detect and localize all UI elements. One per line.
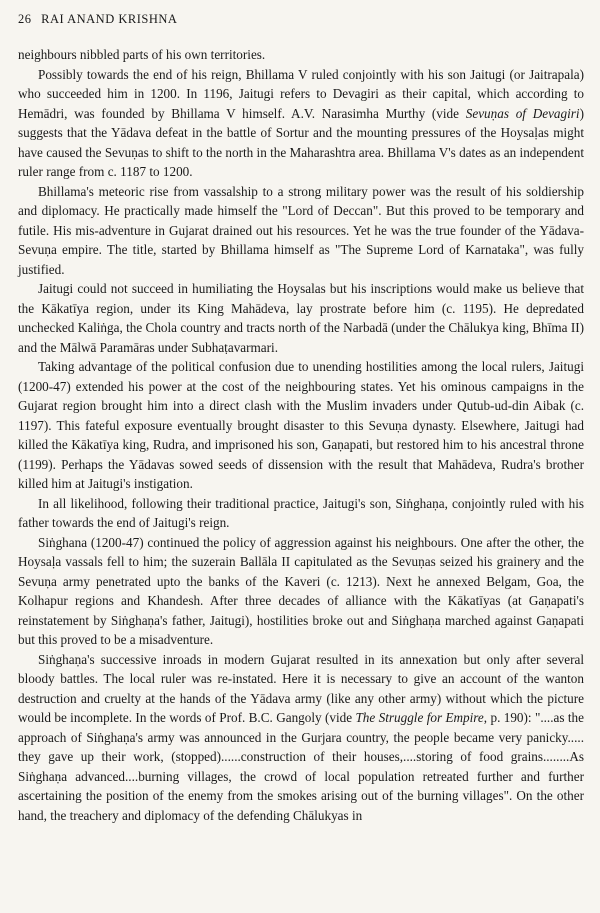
text-run: Possibly towards the end of his reign, Bhillama V ruled conjointly with his son Jaitugi (or Jaitrapala) who succeeded him in 1200. In 1196, Jaitugi refers to Devagiri as their capital, which according to Hemādri, was founded by Bhillama V himself. A.V. Narasimha Murthy (vide: [18, 66, 584, 121]
text-run: Siṅghana (1200-47) continued the policy of aggression against his neighbours. One after the other, the Hoysaḷa vassals fell to him; the suzerain Ballāla II capitulated as the Sevuṇas seized his grainery and the Sevuṇa army penetrated upto the banks of the Kaveri (c. 1213). Next he annexed Belgam, Goa, the Kolhapur regions and Khandesh. After three decades of alliance with the Kākatīyas (at Gaṇapati's reinstatement by Siṅghaṇa's father, Jaitugi), hostilities broke out and Siṅghaṇa marched against Gaṇapati but this proved to be a misadventure.: [18, 534, 584, 647]
paragraph: [18, 65, 584, 182]
text-run: Taking advantage of the political confusion due to unending hostilities among the local rulers, Jaitugi (1200-47) extended his power at the cost of the neighbouring states. Yet his ominous campaigns in the Gujarat region brought him into a direct clash with the Muslim invaders under Qutub-ud-din Aibak (c. 1197). This fateful exposure eventually brought disaster to this Sevuṇa dynasty. Elsewhere, Jaitugi had killed the Kākatīya king, Rudra, and imprisoned his son, Gaṇapati, but restored him to his ancestral throne (1199). Perhaps the Yādavas sowed seeds of dissension with the result that Mahādeva, Rudra's brother killed him at Jaitugi's instigation.: [18, 359, 584, 491]
paragraph: [18, 494, 584, 533]
italic-title: Sevuṇas of Devagiri: [465, 105, 580, 121]
text-run: Bhillama's meteoric rise from vassalship to a strong military power was the result of his soldiership and diplomacy. He practically made himself the "Lord of Deccan". But this proved to be temporary and futile. His mis-adventure in Gujarat drained out his resources. Yet he was the true founder of the Yādava-Sevuṇa empire. The title, started by Bhillama himself as "The Supreme Lord of Karnataka", was fully justified.: [18, 183, 584, 277]
text-run: , p. 190): "....as the approach of Siṅghaṇa's army was announced in the Gurjara country, the people became very panicky..... they gave up their work, (stopped)......construction of their houses,....storing of food grains........As Siṅghaṇa advanced....burning villages, the crowd of local population retreated further and further ascertaining the position of the enemy from the smokes arising out of the burning villages". On the other hand, the treachery and diplomacy of the defending Chālukyas in: [18, 710, 584, 823]
italic-title: The Struggle for Empire: [355, 710, 484, 725]
text-run: Siṅghaṇa's successive inroads in modern Gujarat resulted in its annexation but only after several bloody battles. The local ruler was re-instated. Here it is necessary to give an account of the wanton destruction and cruelty at the hands of the Yādava army (like any other army) without which the picture would be incomplete. In the words of Prof. B.C. Gangoly (vide: [18, 651, 584, 725]
text-run: neighbours nibbled parts of his own territories.: [18, 47, 266, 62]
running-head: [18, 12, 584, 27]
body-text: [18, 45, 584, 825]
paragraph: [18, 533, 584, 650]
paragraph: [18, 45, 584, 65]
paragraph: [18, 279, 584, 357]
page-number: 26: [18, 12, 32, 26]
paragraph: [18, 182, 584, 280]
paragraph: [18, 650, 584, 826]
text-run: In all likelihood, following their traditional practice, Jaitugi's son, Siṅghaṇa, conjointly ruled with his father towards the end of Jaitugi's reign.: [18, 495, 584, 530]
text-run: ) suggests that the Yādava defeat in the battle of Sortur and the mounting pressures of the Hoysaḷas might have caused the Sevuṇas to shift to the north in the Maharashtra area. Bhillama V's dates as an independent ruler range from c. 1187 to 1200.: [18, 105, 584, 179]
running-title: RAI ANAND KRISHNA: [41, 12, 178, 26]
text-run: Jaitugi could not succeed in humiliating the Hoysalas but his inscriptions would make us believe that the Kākatīya region, under its King Mahādeva, lay prostrate before him (c. 1195). He depredated unchecked Kaliṅga, the Chola country and tracts north of the Narbadā (under the Chālukya king, Bhīma II) and the Mālwā Paramāras under Subhaṭavarmari.: [18, 281, 584, 355]
paragraph: [18, 357, 584, 494]
